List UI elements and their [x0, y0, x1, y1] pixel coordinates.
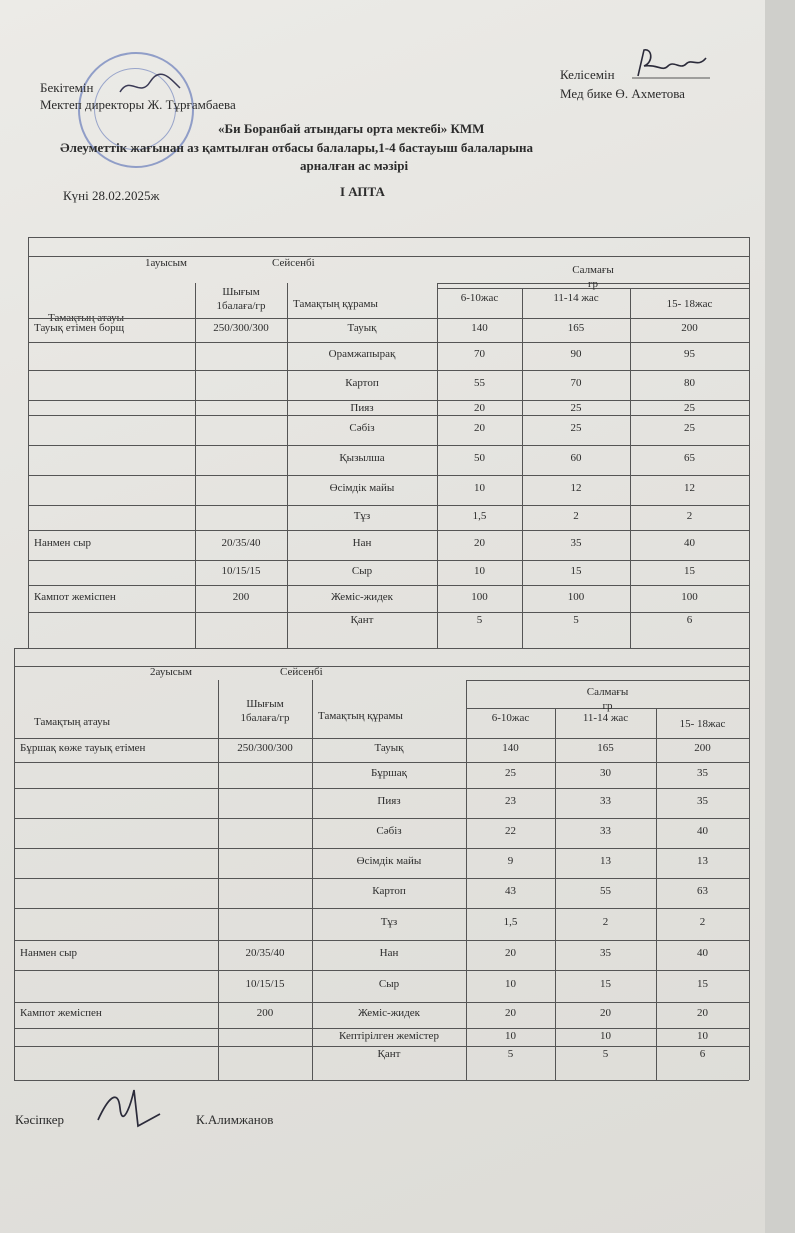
row-line — [28, 370, 749, 371]
weight-age-6-10: 25 — [505, 767, 516, 779]
dish-name: Кампот жеміспен — [34, 590, 116, 603]
table-title-line — [28, 256, 749, 257]
weight-age-6-10: 50 — [474, 452, 485, 464]
column-line — [218, 680, 219, 1080]
weight-age-15-18: 13 — [697, 855, 708, 867]
weight-age-15-18: 63 — [697, 885, 708, 897]
page-edge — [765, 0, 795, 1233]
row-line — [14, 1002, 749, 1003]
weight-age-15-18: 25 — [684, 422, 695, 434]
weight-age-15-18: 95 — [684, 348, 695, 360]
ingredient-name: Пияз — [377, 795, 401, 807]
weight-age-6-10: 20 — [474, 402, 485, 414]
col-composition-header: Тамақтың құрамы — [318, 710, 403, 722]
row-line — [28, 318, 749, 319]
col-age1-header: 6-10жас — [491, 712, 530, 724]
col-output-header-2: 1балаға/гр — [216, 300, 266, 312]
weight-age-6-10: 5 — [507, 1048, 514, 1060]
weight-age-6-10: 1,5 — [472, 509, 487, 522]
weight-age-11-14: 35 — [600, 947, 611, 959]
col-weight-header-2: гр — [602, 700, 613, 712]
header-line — [466, 680, 749, 681]
weight-age-11-14: 15 — [570, 564, 582, 577]
weight-age-6-10: 10 — [474, 564, 485, 577]
weight-age-11-14: 5 — [573, 614, 579, 626]
weight-age-11-14: 25 — [570, 402, 582, 414]
nurse-name: Мед бике Ө. Ахметова — [560, 86, 685, 101]
weight-age-15-18: 6 — [699, 1048, 706, 1060]
col-weight-header-1: Салмағы — [572, 264, 614, 276]
weight-age-15-18: 25 — [684, 402, 695, 414]
shift-label: 2ауысым — [150, 666, 192, 678]
col-output-header-2: 1балаға/гр — [240, 712, 290, 724]
school-name: «Би Боранбай атындағы орта мектебі» КММ — [218, 121, 485, 136]
ingredient-name: Тауық — [347, 322, 377, 334]
weight-age-15-18: 15 — [684, 564, 695, 577]
col-age3-header: 15- 18жас — [679, 718, 726, 730]
weight-age-15-18: 20 — [697, 1007, 708, 1019]
table-border-right — [749, 237, 750, 648]
weight-age-11-14: 100 — [567, 590, 585, 603]
weight-age-11-14: 15 — [600, 978, 611, 990]
weight-age-6-10: 22 — [505, 825, 516, 837]
col-age2-header: 11-14 жас — [582, 712, 629, 724]
ingredient-name: Қант — [377, 1048, 401, 1060]
weight-age-11-14: 25 — [570, 422, 582, 434]
ingredient-name: Қант — [350, 614, 374, 626]
ingredient-name: Пияз — [350, 402, 374, 414]
ingredient-name: Кептірілген жемістер — [339, 1030, 439, 1042]
weight-age-6-10: 20 — [474, 537, 485, 549]
weight-age-6-10: 20 — [505, 947, 516, 959]
weight-age-15-18: 200 — [681, 322, 698, 334]
row-line — [14, 940, 749, 941]
ingredient-name: Нан — [379, 947, 399, 959]
weight-age-15-18: 10 — [697, 1030, 708, 1042]
week-label: I АПТА — [340, 184, 385, 199]
ingredient-name: Картоп — [372, 885, 406, 897]
ingredient-name: Сәбіз — [376, 825, 402, 837]
col-weight-header-2: гр — [587, 278, 598, 290]
table-border-top — [28, 237, 749, 238]
row-line — [28, 475, 749, 476]
weight-age-15-18: 15 — [697, 978, 708, 990]
row-line — [28, 342, 749, 343]
column-line — [466, 680, 467, 1080]
dish-output: 200 — [232, 590, 250, 603]
weight-age-6-10: 55 — [474, 377, 485, 389]
column-line — [312, 680, 313, 1080]
ingredient-name: Картоп — [345, 377, 379, 389]
day-label: Сейсенбі — [272, 257, 315, 269]
row-line — [14, 738, 749, 739]
weight-age-6-10: 10 — [505, 1030, 516, 1042]
weight-age-15-18: 100 — [681, 590, 698, 603]
nurse-signature — [632, 44, 712, 82]
table-border-right — [749, 648, 750, 1080]
weight-age-11-14: 55 — [600, 885, 611, 897]
weight-age-15-18: 200 — [694, 742, 711, 754]
table-border-top — [14, 648, 749, 649]
menu-title-line2: арналған ас мәзірі — [300, 158, 409, 173]
dish-name: Нанмен сыр — [34, 537, 91, 549]
menu-title-line1: Әлеуметтік жағынан аз қамтылған отбасы балалары,1-4 бастауыш балаларына — [60, 140, 534, 155]
weight-age-6-10: 10 — [505, 978, 516, 990]
col-age2-header: 11-14 жас — [553, 292, 599, 304]
ingredient-name: Сыр — [351, 564, 373, 577]
shift-label: 1ауысым — [145, 257, 187, 269]
row-line — [28, 612, 749, 613]
ingredient-name: Бұршақ — [370, 767, 407, 779]
weight-age-15-18: 2 — [699, 916, 706, 928]
table-title-line — [14, 666, 749, 667]
weight-age-15-18: 40 — [684, 537, 695, 549]
entrepreneur-label: Кәсіпкер — [15, 1112, 65, 1127]
row-line — [28, 445, 749, 446]
weight-age-15-18: 12 — [684, 482, 695, 494]
weight-age-15-18: 2 — [686, 509, 693, 522]
weight-age-11-14: 10 — [600, 1030, 611, 1042]
date-label: Күні — [63, 188, 89, 203]
dish-name: Тауық етімен борщ — [34, 322, 125, 334]
weight-age-15-18: 40 — [697, 825, 708, 837]
ingredient-name: Өсімдік майы — [356, 855, 422, 867]
row-line — [14, 970, 749, 971]
dish-name: Кампот жеміспен — [20, 1007, 102, 1019]
col-weight-header-1: Салмағы — [586, 686, 629, 698]
director-signature — [115, 70, 185, 100]
dish-name: Нанмен сыр — [20, 947, 77, 959]
weight-age-6-10: 20 — [474, 422, 485, 434]
dish-name: Бұршақ көже тауық етімен — [20, 742, 146, 754]
weight-age-11-14: 13 — [600, 855, 611, 867]
row-line — [14, 908, 749, 909]
director-name: Мектеп директоры Ж. Тұрғамбаева — [40, 97, 236, 112]
ingredient-name: Нан — [352, 537, 372, 549]
date-value: 28.02.2025ж — [92, 188, 160, 203]
dish-output: 250/300/300 — [213, 322, 269, 334]
weight-age-11-14: 12 — [570, 482, 582, 494]
row-line — [28, 400, 749, 401]
weight-age-15-18: 80 — [684, 377, 695, 389]
weight-age-6-10: 5 — [476, 614, 483, 626]
dish-output: 250/300/300 — [237, 742, 293, 754]
weight-age-15-18: 35 — [697, 795, 708, 807]
row-line — [28, 530, 749, 531]
weight-age-6-10: 70 — [474, 348, 485, 360]
col-dish-header: Тамақтың атауы — [34, 716, 111, 728]
row-line — [28, 560, 749, 561]
weight-age-6-10: 10 — [474, 482, 485, 494]
weight-age-6-10: 140 — [471, 322, 488, 334]
agreed-label: Келісемін — [560, 67, 615, 82]
weight-age-15-18: 6 — [686, 614, 693, 626]
weight-age-15-18: 40 — [697, 947, 708, 959]
row-line — [14, 848, 749, 849]
col-output-header-1: Шығым — [222, 286, 260, 298]
ingredient-name: Сыр — [378, 978, 400, 990]
weight-age-11-14: 165 — [597, 742, 614, 754]
weight-age-11-14: 33 — [600, 795, 611, 807]
weight-age-11-14: 2 — [573, 509, 579, 522]
weight-age-11-14: 60 — [570, 452, 582, 464]
col-age3-header: 15- 18жас — [666, 298, 713, 310]
ingredient-name: Жеміс-жидек — [330, 590, 394, 603]
weight-age-6-10: 20 — [505, 1007, 516, 1019]
weight-age-6-10: 23 — [505, 795, 516, 807]
row-line — [14, 1046, 749, 1047]
table-border-left — [28, 237, 29, 648]
row-line — [14, 788, 749, 789]
dish-output: 20/35/40 — [245, 947, 285, 959]
dish-output: 200 — [256, 1007, 274, 1019]
col-dish-header: Тамақтың атауы — [48, 312, 125, 324]
ingredient-name: Сәбіз — [349, 422, 375, 434]
ingredient-name: Жеміс-жидек — [357, 1007, 421, 1019]
entrepreneur-signature — [90, 1078, 170, 1138]
row-line — [28, 585, 749, 586]
row-line — [14, 762, 749, 763]
weight-age-11-14: 20 — [600, 1007, 611, 1019]
weight-age-11-14: 165 — [567, 322, 585, 334]
row-line — [28, 505, 749, 506]
weight-age-11-14: 2 — [602, 916, 609, 928]
row-line — [28, 415, 749, 416]
weight-age-11-14: 90 — [570, 348, 582, 360]
weight-age-6-10: 9 — [507, 855, 514, 867]
ingredient-name: Тұз — [353, 509, 371, 522]
weight-age-11-14: 35 — [570, 537, 582, 549]
row-line — [14, 818, 749, 819]
day-label: Сейсенбі — [280, 666, 323, 678]
dish-output: 10/15/15 — [221, 564, 261, 577]
col-age1-header: 6-10жас — [460, 292, 499, 304]
row-line — [14, 1028, 749, 1029]
ingredient-name: Орамжапырақ — [328, 348, 396, 360]
weight-age-6-10: 43 — [505, 885, 516, 897]
weight-age-11-14: 5 — [602, 1048, 609, 1060]
col-output-header-1: Шығым — [246, 698, 284, 710]
ingredient-name: Қызылша — [339, 452, 385, 464]
dish-output: 10/15/15 — [245, 978, 285, 990]
weight-age-15-18: 65 — [684, 452, 695, 464]
weight-age-6-10: 1,5 — [503, 916, 518, 928]
approved-label: Бекітемін — [40, 80, 94, 95]
weight-age-6-10: 140 — [502, 742, 519, 754]
weight-age-6-10: 100 — [471, 590, 488, 603]
ingredient-name: Тұз — [380, 916, 398, 928]
weight-age-11-14: 70 — [570, 377, 582, 389]
weight-age-11-14: 33 — [600, 825, 611, 837]
weight-age-15-18: 35 — [697, 767, 708, 779]
entrepreneur-name: К.Алимжанов — [196, 1112, 274, 1127]
dish-output: 20/35/40 — [221, 537, 261, 549]
row-line — [14, 878, 749, 879]
weight-age-11-14: 30 — [600, 767, 611, 779]
ingredient-name: Тауық — [374, 742, 404, 754]
table-border-left — [14, 648, 15, 1080]
col-composition-header: Тамақтың құрамы — [293, 298, 378, 310]
ingredient-name: Өсімдік майы — [329, 482, 395, 494]
